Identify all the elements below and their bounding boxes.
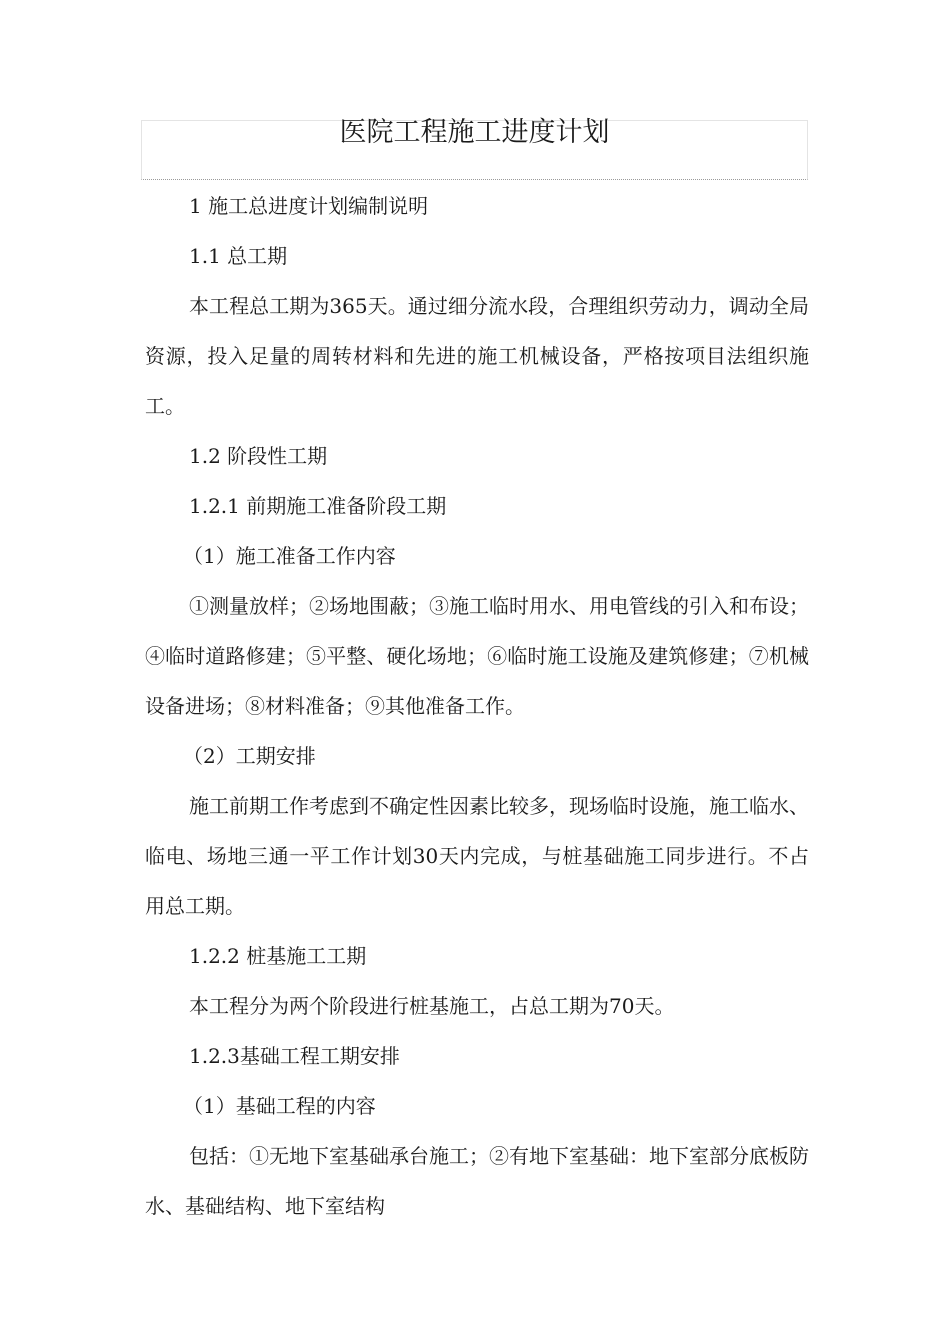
section-heading-1-2-2: 1.2.2 桩基施工工期 bbox=[189, 944, 367, 968]
section-heading-1-2-3: 1.2.3基础工程工期安排 bbox=[189, 1044, 400, 1068]
paragraph-pile-duration: 本工程分为两个阶段进行桩基施工，占总工期为70天。 bbox=[189, 994, 675, 1018]
section-heading-1-2-1: 1.2.1 前期施工准备阶段工期 bbox=[189, 494, 447, 518]
paragraph-foundation-items: 包括：①无地下室基础承台施工；②有地下室基础：地下室部分底板防水、基础结构、地下室结构 bbox=[145, 1144, 809, 1218]
section-heading-1-1: 1.1 总工期 bbox=[189, 244, 288, 268]
subheading-schedule: （2）工期安排 bbox=[183, 744, 316, 768]
paragraph-total-duration: 本工程总工期为365天。通过细分流水段，合理组织劳动力，调动全局资源，投入足量的周转材料和先进的施工机械设备，严格按项目法组织施工。 bbox=[145, 294, 809, 418]
paragraph-prep-items: ①测量放样；②场地围蔽；③施工临时用水、用电管线的引入和布设；④临时道路修建；⑤平整、硬化场地；⑥临时施工设施及建筑修建；⑦机械设备进场；⑧材料准备；⑨其他准备工作。 bbox=[145, 594, 809, 718]
title-box bbox=[141, 117, 808, 180]
subheading-prep-content: （1）施工准备工作内容 bbox=[183, 544, 396, 568]
document-body bbox=[145, 181, 809, 1231]
section-heading-1: 1 施工总进度计划编制说明 bbox=[189, 194, 429, 218]
section-heading-1-2: 1.2 阶段性工期 bbox=[189, 444, 328, 468]
subheading-foundation-content: （1）基础工程的内容 bbox=[183, 1094, 376, 1118]
paragraph-schedule: 施工前期工作考虑到不确定性因素比较多，现场临时设施，施工临水、临电、场地三通一平工作计划30天内完成，与桩基础施工同步进行。不占用总工期。 bbox=[145, 794, 809, 918]
document-title: 医院工程施工进度计划 bbox=[339, 117, 610, 148]
